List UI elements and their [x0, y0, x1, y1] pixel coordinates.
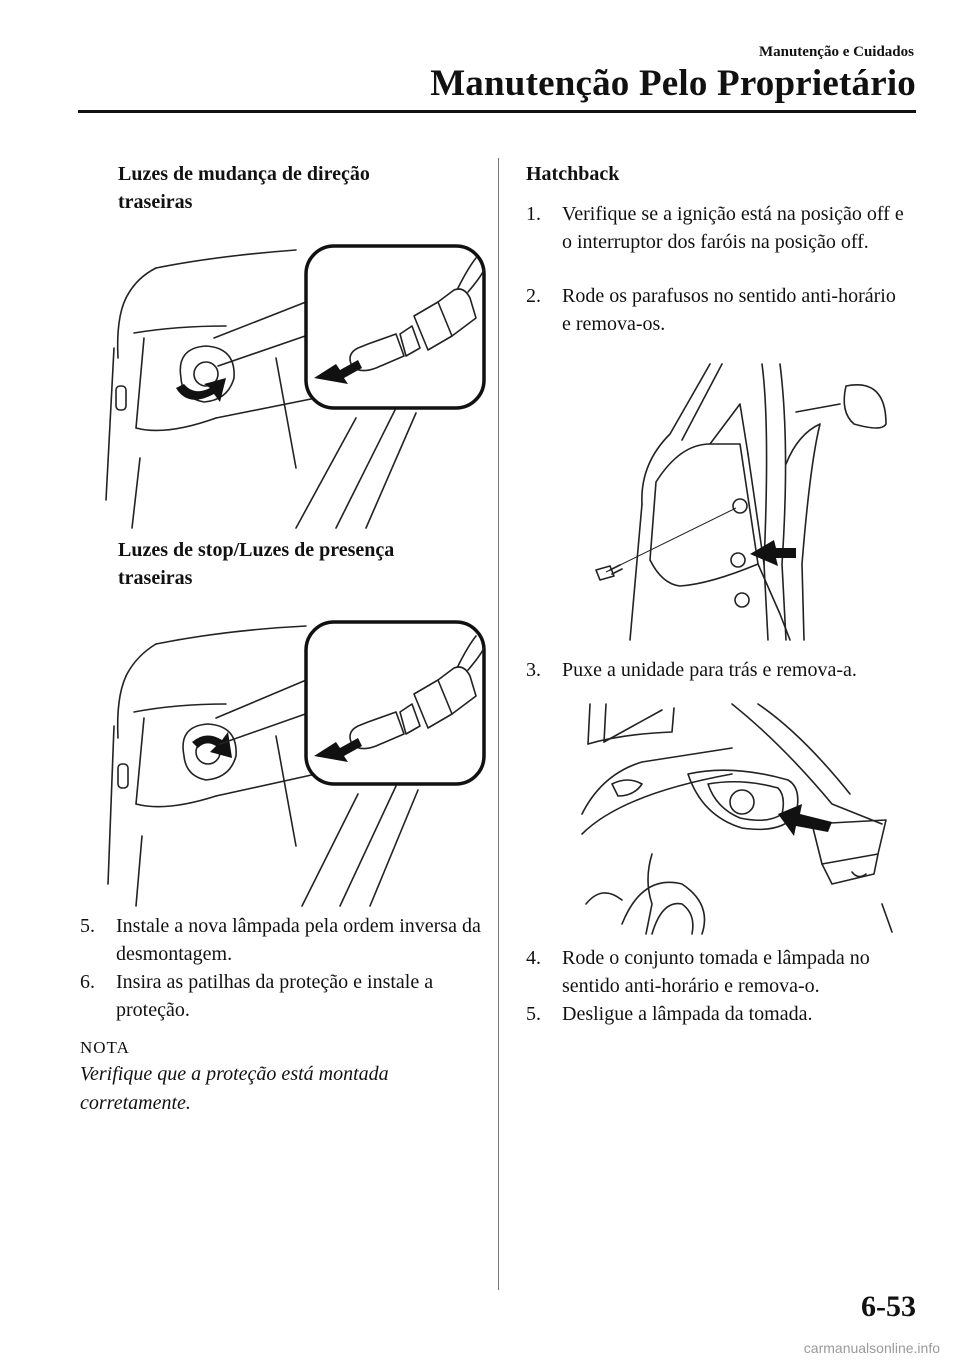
stop-bulb-removal-illustration — [96, 614, 496, 906]
section-title: Manutenção e Cuidados — [758, 44, 914, 60]
note-title: NOTA — [80, 1038, 130, 1057]
column-divider — [498, 158, 499, 1290]
left-step-6: 6. Insira as patilhas da proteção e instale a proteção. — [80, 971, 434, 1021]
right-step-1: 1. Verifique se a ignição está na posição off e o interruptor dos faróis na posição off. — [526, 203, 904, 253]
heading-stop-lights: Luzes de stop/Luzes de presença traseiras — [118, 539, 395, 589]
heading-turn-signals: Luzes de mudança de direção traseiras — [118, 163, 370, 213]
heading-hatchback: Hatchback — [526, 163, 620, 185]
watermark: carmanualsonline.info — [803, 1340, 940, 1356]
right-step-2: 2. Rode os parafusos no sentido anti-horário e remova-os. — [526, 285, 896, 335]
note-text: Verifique que a proteção está montada corretamente. — [80, 1063, 389, 1114]
left-step-5: 5. Instale a nova lâmpada pela ordem inversa da desmontagem. — [80, 915, 481, 965]
page-number: 6-53 — [861, 1290, 916, 1323]
chapter-title: Manutenção Pelo Proprietário — [430, 63, 916, 104]
right-step-4: 4. Rode o conjunto tomada e lâmpada no sentido anti-horário e remova-o. — [526, 947, 870, 997]
lamp-unit-removal-illustration — [582, 704, 894, 934]
right-step-5: 5. Desligue a lâmpada da tomada. — [526, 1003, 813, 1025]
header-rule — [78, 110, 916, 113]
screw-removal-illustration — [590, 364, 890, 644]
turn-bulb-removal-illustration — [96, 238, 496, 528]
right-step-3: 3. Puxe a unidade para trás e remova-a. — [526, 659, 857, 681]
